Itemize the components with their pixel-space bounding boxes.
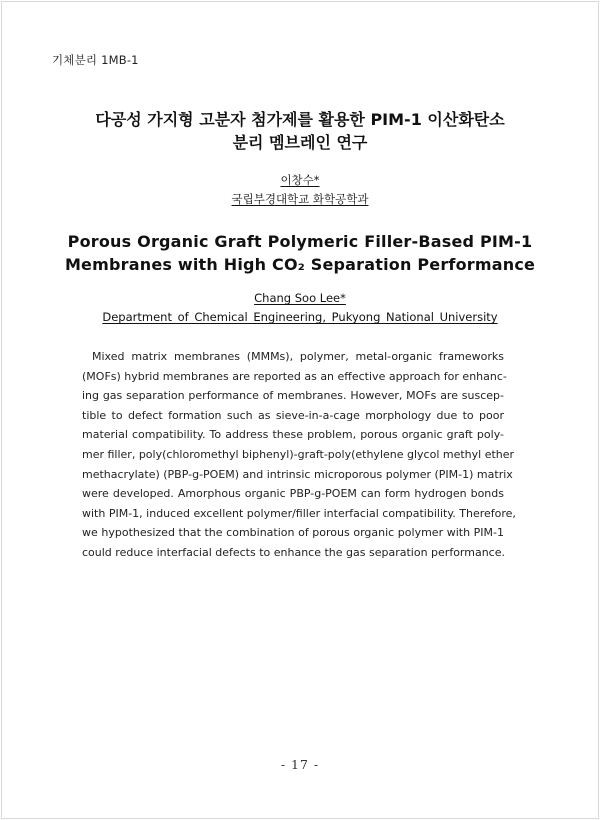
abstract-line: mer filler, poly(chloromethyl biphenyl)-graft-poly(ethylene glycol methyl ether xyxy=(82,447,515,461)
korean-affiliation-row xyxy=(0,191,600,208)
abstract-line: we hypothesized that the combination of porous organic polymer with PIM-1 xyxy=(82,526,504,540)
english-author: Chang Soo Lee* xyxy=(254,291,346,305)
session-code: 기체분리 1MB-1 xyxy=(52,53,139,67)
abstract-body xyxy=(82,347,516,563)
english-title-line: Membranes with High CO₂ Separation Performance xyxy=(64,255,536,274)
page-number: - 17 - xyxy=(280,757,320,772)
abstract-line: tible to defect formation such as sieve-in-a-cage morphology due to poor xyxy=(82,408,504,422)
abstract-line: Mixed matrix membranes (MMMs), polymer, metal-organic frameworks xyxy=(92,350,504,363)
abstract-line: were developed. Amorphous organic PBP-g-POEM can form hydrogen bonds xyxy=(82,487,504,501)
korean-affiliation: 국립부경대학교 화학공학과 xyxy=(231,192,369,206)
abstract-line: methacrylate) (PBP-g-POEM) and intrinsic microporous polymer (PIM-1) matrix xyxy=(82,467,513,481)
korean-title xyxy=(0,108,600,154)
korean-title-line: 분리 멤브레인 연구 xyxy=(232,133,368,152)
abstract-line: ing gas separation performance of membranes. However, MOFs are suscep- xyxy=(82,389,504,403)
english-author-row xyxy=(0,290,600,307)
english-title xyxy=(0,230,600,276)
abstract-line: with PIM-1, induced excellent polymer/filler interfacial compatibility. Therefore, xyxy=(82,506,516,520)
english-title-line: Porous Organic Graft Polymeric Filler-Based PIM-1 xyxy=(67,232,533,251)
english-affiliation-row xyxy=(0,309,600,326)
abstract-line: material compatibility. To address these problem, porous organic graft poly- xyxy=(82,428,504,442)
korean-title-line: 다공성 가지형 고분자 첨가제를 활용한 PIM-1 이산화탄소 xyxy=(95,110,505,129)
abstract-line: (MOFs) hybrid membranes are reported as an effective approach for enhanc- xyxy=(82,369,507,383)
abstract-line: could reduce interfacial defects to enhance the gas separation performance. xyxy=(82,545,505,559)
korean-author-row xyxy=(0,172,600,189)
korean-author: 이창수* xyxy=(280,173,320,187)
english-affiliation: Department of Chemical Engineering, Pukyong National University xyxy=(102,310,498,324)
